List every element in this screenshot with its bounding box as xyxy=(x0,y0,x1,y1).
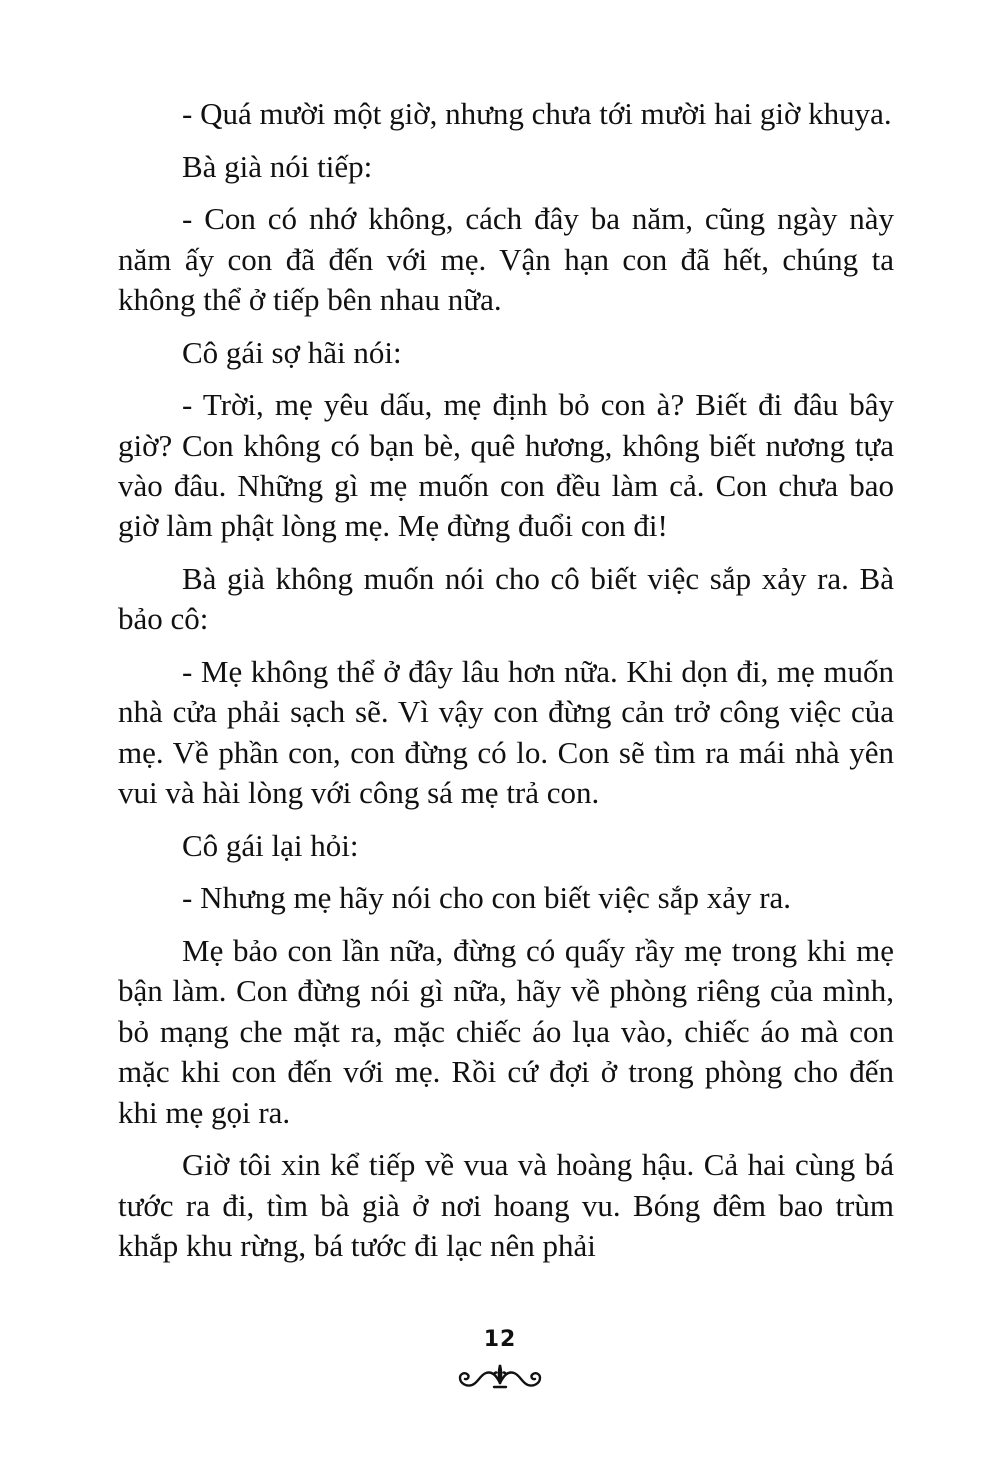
paragraph-3: - Con có nhớ không, cách đây ba năm, cũng ngày này năm ấy con đã đến với mẹ. Vận hạn con đã hết, chúng ta không thể ở tiếp bên nhau nữa. xyxy=(118,201,894,317)
paragraph-8: Cô gái lại hỏi: xyxy=(182,827,359,863)
paragraph-10: Mẹ bảo con lần nữa, đừng có quấy rầy mẹ trong khi mẹ bận làm. Con đừng nói gì nữa, hãy về phòng riêng của mình, bỏ mạng che mặt ra, mặc chiếc áo lụa vào, chiếc áo mà con mặc khi con đến với mẹ. Rồi cứ đợi ở trong phòng cho đến khi mẹ gọi ra. xyxy=(118,933,894,1130)
paragraph-7: - Mẹ không thể ở đây lâu hơn nữa. Khi dọn đi, mẹ muốn nhà cửa phải sạch sẽ. Vì vậy con đừng cản trở công việc của mẹ. Về phần con, con đừng có lo. Con sẽ tìm ra mái nhà yên vui và hài lòng với công sá mẹ trả con. xyxy=(118,654,894,811)
page-footer xyxy=(0,1327,1000,1393)
paragraph-6: Bà già không muốn nói cho cô biết việc sắp xảy ra. Bà bảo cô: xyxy=(118,561,894,637)
paragraph-11: Giờ tôi xin kể tiếp về vua và hoàng hậu. Cả hai cùng bá tước ra đi, tìm bà già ở nơi hoang vu. Bóng đêm bao trùm khắp khu rừng, bá tước đi lạc nên phải xyxy=(118,1147,894,1264)
paragraph-4: Cô gái sợ hãi nói: xyxy=(182,334,402,370)
page-number: 12 xyxy=(483,1327,517,1352)
paragraph-1: - Quá mười một giờ, nhưng chưa tới mười hai giờ khuya. xyxy=(182,96,892,131)
flourish-ornament-icon xyxy=(452,1361,548,1393)
paragraph-9: - Nhưng mẹ hãy nói cho con biết việc sắp xảy ra. xyxy=(182,880,792,916)
paragraph-2: Bà già nói tiếp: xyxy=(182,148,373,184)
page-body xyxy=(118,94,894,1279)
paragraph-5: - Trời, mẹ yêu dấu, mẹ định bỏ con à? Biết đi đâu bây giờ? Con không có bạn bè, quê hương, không biết nương tựa vào đâu. Những gì mẹ muốn con đều làm cả. Con chưa bao giờ làm phật lòng mẹ. Mẹ đừng đuổi con đi! xyxy=(118,387,894,544)
